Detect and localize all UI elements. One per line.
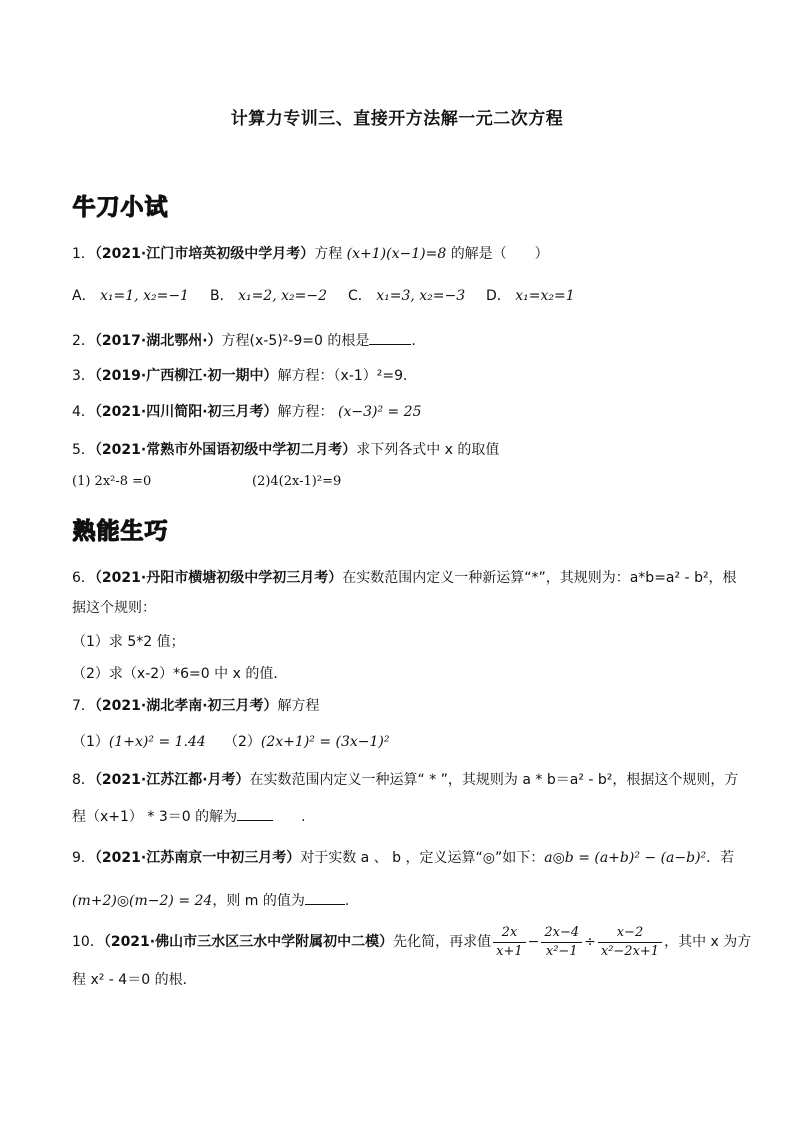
page-title: 计算力专训三、直接开方法解一元二次方程	[230, 109, 564, 129]
question-5: 5．（2021·常熟市外国语初级中学初二月考）求下列各式中 x 的取值	[72, 442, 500, 458]
fraction: $\frac{2x-4}{\text{x²−1}}$	[541, 924, 582, 961]
question-text: 在实数范围内定义一种新运算“*”，其规则为：a*b=a² - b²，根	[342, 570, 737, 586]
question-source: （2021·江苏江都·月考）	[94, 772, 250, 788]
question-source: （2021·丹阳市横塘初级中学初三月考）	[94, 570, 343, 586]
section-heading-practice: 熟能生巧	[72, 518, 168, 544]
question-source: （2021·江门市培英初级中学月考）	[94, 246, 315, 262]
option-d[interactable]: D． x₁=x₂=1	[486, 288, 575, 304]
equation: (1+x)² = 1.44	[108, 734, 206, 750]
question-text: 方程	[314, 246, 343, 262]
question-text-continued: 程 x² - 4＝0 的根．	[72, 972, 197, 988]
question-text: 解方程：	[277, 404, 334, 420]
answer-blank[interactable]	[369, 330, 411, 345]
question-2: 2．（2017·湖北鄂州·）方程(x-5)²-9=0 的根是 .	[72, 330, 416, 351]
sub-question-2: (2)4(2x-1)²=9	[252, 474, 342, 489]
equation: (x−3)² = 25	[337, 404, 422, 420]
question-6: 6．（2021·丹阳市横塘初级中学初三月考）在实数范围内定义一种新运算“*”，其规则为：a*b=a² - b²，根	[72, 570, 737, 586]
sub-question-2: （2）(2x+1)² = (3x−1)²	[224, 734, 390, 750]
question-source: （2021·江苏南京一中初三月考）	[94, 850, 301, 866]
option-b[interactable]: B． x₁=2, x₂=−2	[210, 288, 327, 304]
section-heading-warmup: 牛刀小试	[72, 194, 168, 220]
operation-definition: a◎b = (a+b)² − (a−b)²	[544, 850, 707, 866]
sub-question-2: （2）求（x-2）*6=0 中 x 的值．	[72, 666, 288, 682]
question-7: 7．（2021·湖北孝南·初三月考）解方程	[72, 698, 320, 714]
option-c[interactable]: C． x₁=3, x₂=−3	[348, 288, 466, 304]
question-1	[72, 244, 549, 264]
question-source: （2021·湖北孝南·初三月考）	[94, 698, 278, 714]
question-source: （2021·四川简阳·初三月考）	[94, 404, 278, 420]
question-text: 的解是（ ）	[450, 246, 549, 262]
fraction: $\frac{2x}{x+1}$	[493, 924, 526, 961]
question-source: （2021·常熟市外国语初级中学初二月考）	[94, 442, 357, 458]
question-text: 解方程	[277, 698, 320, 714]
equation: (2x+1)² = (3x−1)²	[260, 734, 390, 750]
question-10: 10．（2021·佛山市三水区三水中学附属初中二模）先化简，再求值 $\frac{2x}{x+1}$ − $\frac{2x-4}{\text{x²−1}}$ ÷ $\frac{x-2}{\text{x²−2x+1}}$ ，其中 x 为方	[72, 924, 752, 959]
question-text-continued: 据这个规则：	[72, 600, 156, 616]
equation: (x+1)(x−1)=8	[346, 246, 447, 262]
question-9: 9．（2021·江苏南京一中初三月考）对于实数 a 、 b ，定义运算“◎”如下：a◎b = (a+b)² − (a−b)²．若	[72, 850, 735, 866]
option-a[interactable]: A． x₁=1, x₂=−1	[72, 288, 189, 304]
question-text: 对于实数 a 、 b ，定义运算“◎”如下：	[300, 850, 545, 866]
question-source: （2021·佛山市三水区三水中学附属初中二模）	[103, 934, 394, 950]
question-text: 解方程：（x-1）²=9．	[277, 368, 418, 384]
equation: (m+2)◎(m−2) = 24	[72, 893, 213, 909]
question-3: 3．（2019·广西柳江·初一期中）解方程：（x-1）²=9．	[72, 368, 418, 384]
option-value: x₁=3, x₂=−3	[376, 288, 466, 304]
question-text: 在实数范围内定义一种运算“ * ”，其规则为 a * b＝a² - b²，根据这个规则，方	[249, 772, 739, 788]
question-source: （2019·广西柳江·初一期中）	[94, 368, 278, 384]
answer-blank[interactable]	[305, 890, 345, 905]
question-text-continued: 程（x+1） * 3＝0 的解为 .	[72, 806, 306, 827]
question-text: 方程(x-5)²-9=0 的根是	[221, 333, 370, 349]
question-4: 4．（2021·四川简阳·初三月考）解方程： (x−3)² = 25	[72, 404, 422, 420]
question-number: 1．	[72, 246, 95, 262]
answer-blank[interactable]	[237, 806, 273, 821]
fraction: $\frac{x-2}{\text{x²−2x+1}}$	[598, 924, 662, 961]
option-value: x₁=1, x₂=−1	[100, 288, 189, 304]
question-text-continued: (m+2)◎(m−2) = 24，则 m 的值为 .	[72, 890, 349, 911]
option-value: x₁=2, x₂=−2	[238, 288, 327, 304]
sub-question-1: (1) 2x²-8 =0	[72, 474, 152, 489]
sub-question-1: （1）求 5*2 值；	[72, 634, 185, 650]
question-8: 8．（2021·江苏江都·月考）在实数范围内定义一种运算“ * ”，其规则为 a * b＝a² - b²，根据这个规则，方	[72, 772, 739, 788]
question-text: 先化简，再求值	[393, 934, 492, 950]
option-value: x₁=x₂=1	[515, 288, 575, 304]
question-text: 求下列各式中 x 的取值	[356, 442, 500, 458]
question-source: （2017·湖北鄂州·）	[94, 333, 222, 349]
sub-question-1: （1）(1+x)² = 1.44	[72, 734, 206, 750]
